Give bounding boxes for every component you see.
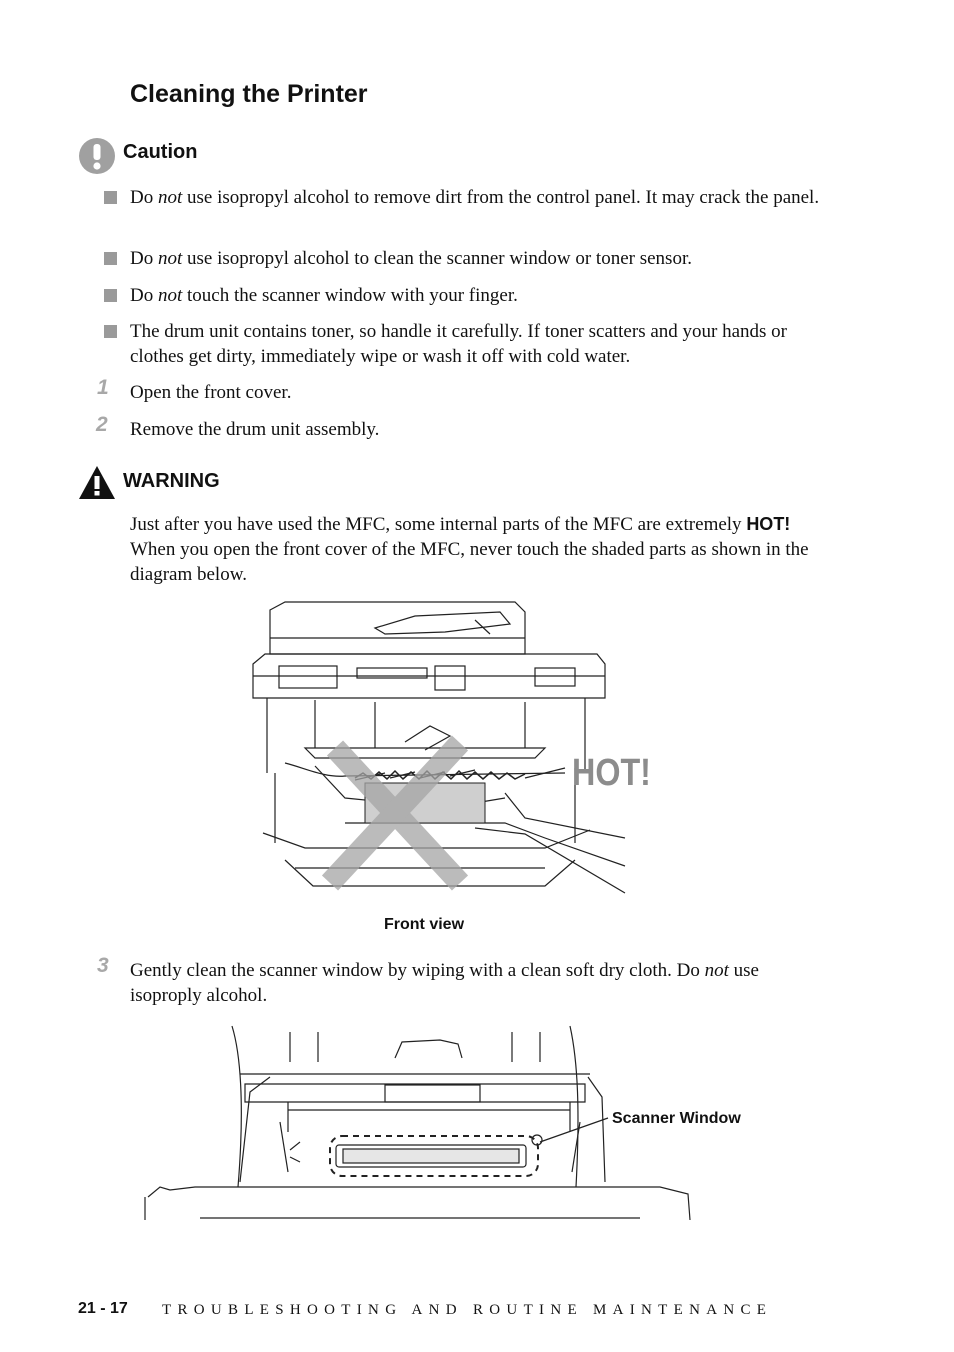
bullet-square-icon [104, 252, 117, 265]
step-text: Remove the drum unit assembly. [130, 419, 380, 440]
warning-label: WARNING [123, 470, 220, 492]
step-text: Open the front cover. [130, 382, 292, 403]
caution-item: The drum unit contains toner, so handle it carefully. If toner scatters and your hands or clothes get dirty, immediately wipe or wash it off with cold water. [104, 319, 824, 369]
bullet-square-icon [104, 289, 117, 302]
caution-item: Do not touch the scanner window with your finger. [104, 283, 824, 308]
warning-text: Just after you have used the MFC, some internal parts of the MFC are extremely HOT! When you open the front cover of the MFC, never touch the shaded parts as shown in the diagram below. [130, 514, 809, 585]
step-number: 2 [96, 413, 108, 436]
page-title: Cleaning the Printer [130, 80, 368, 108]
bullet-square-icon [104, 325, 117, 338]
caution-label: Caution [123, 141, 198, 163]
hot-label: HOT! [572, 752, 651, 794]
step-number: 3 [97, 954, 109, 977]
scanner-window-label: Scanner Window [612, 1110, 741, 1127]
front-view-illustration [245, 598, 665, 898]
step-number: 1 [97, 376, 109, 399]
bullet-square-icon [104, 191, 117, 204]
caution-item: Do not use isopropyl alcohol to clean the scanner window or toner sensor. [104, 246, 824, 271]
front-view-caption: Front view [384, 916, 465, 933]
step-text: Gently clean the scanner window by wiping with a clean soft dry cloth. Do not use isoproply alcohol. [130, 960, 759, 1006]
caution-icon [78, 137, 116, 175]
hot-inline-label: HOT! [746, 514, 791, 534]
warning-icon [78, 465, 116, 500]
caution-item: Do not use isopropyl alcohol to remove dirt from the control panel. It may crack the panel. [104, 185, 824, 210]
page-number: 21 - 17 [78, 1300, 128, 1317]
chapter-title: TROUBLESHOOTING AND ROUTINE MAINTENANCE [162, 1302, 773, 1318]
